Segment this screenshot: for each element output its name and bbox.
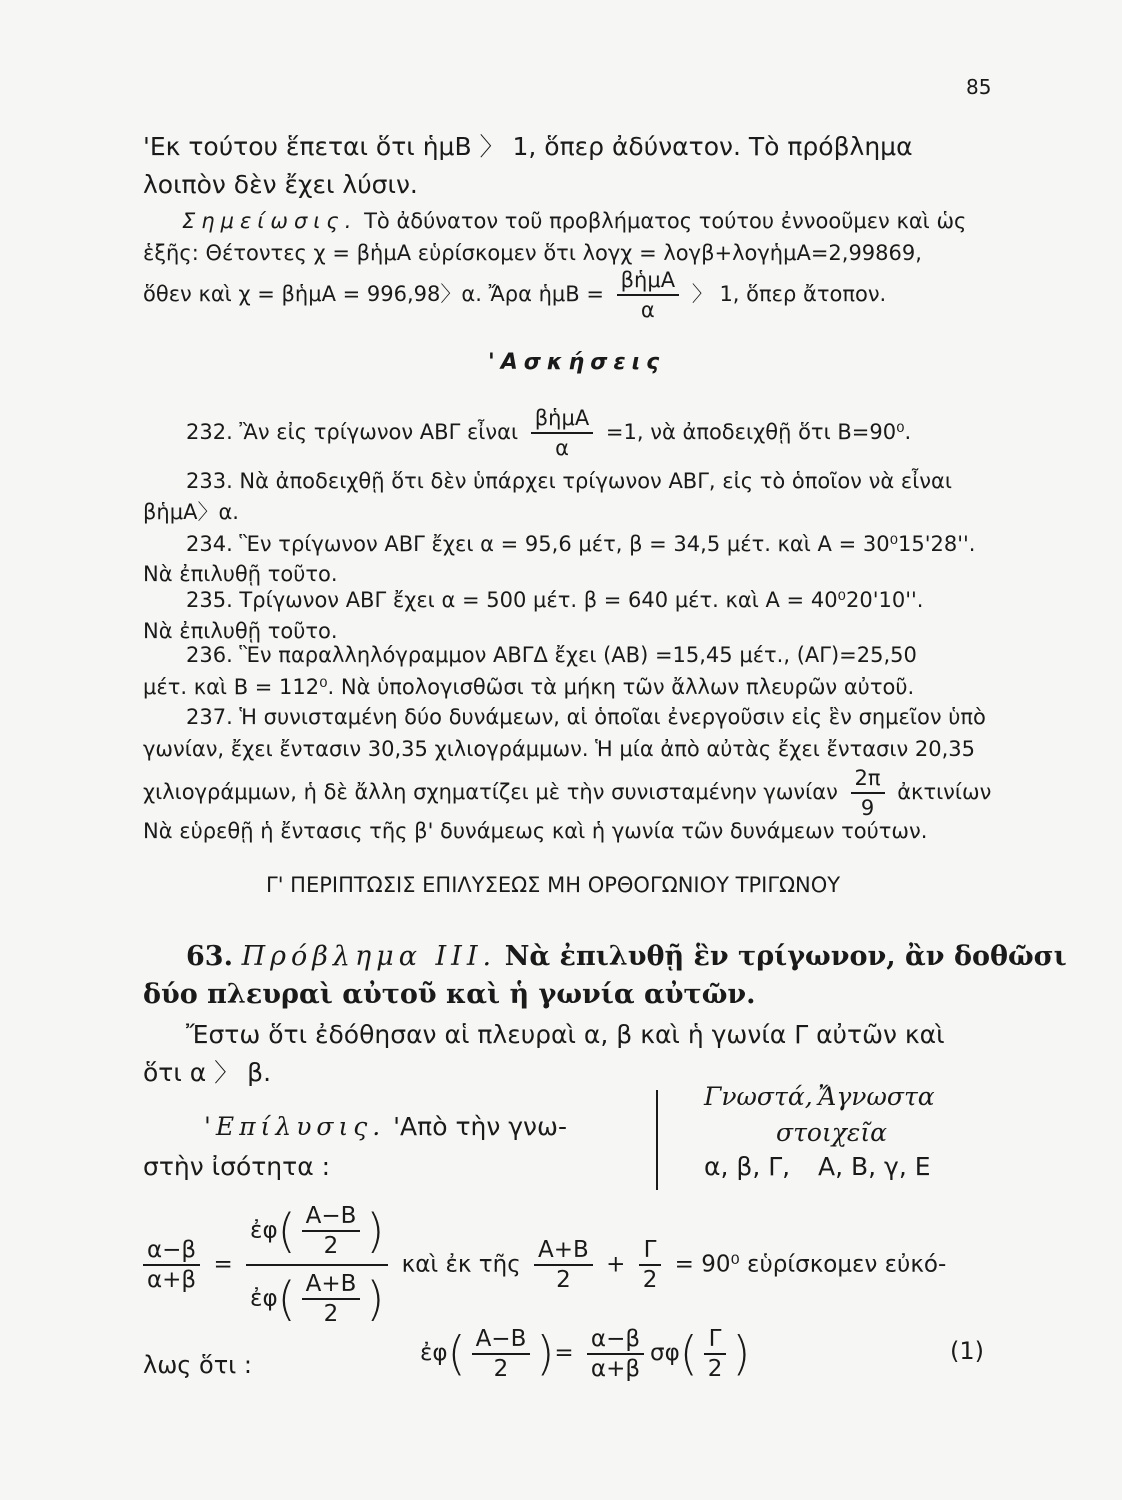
fraction-denominator: α+β: [590, 1355, 641, 1382]
fraction-denominator: 2: [707, 1355, 723, 1382]
note-text: 〉 1, ὅπερ ἄτοπον.: [691, 282, 887, 306]
fraction: [143, 1236, 200, 1294]
equation-text: καὶ ἐκ τῆς: [401, 1251, 521, 1278]
note-text: Τὸ ἀδύνατον τοῦ προβλήματος τούτου ἐννοοῦμεν καὶ ὡς: [364, 209, 967, 233]
equals-sign: =: [554, 1340, 574, 1366]
fraction-numerator: α−β: [587, 1325, 644, 1355]
table-header-known: Γνωστά,: [704, 1082, 813, 1111]
exercise-234-cont: Νὰ ἐπιλυθῇ τοῦτο.: [143, 562, 338, 586]
solution-line: [204, 1112, 567, 1142]
exercise-235: 235. Τρίγωνον ΑΒΓ ἔχει α = 500 μέτ. β = 640 μέτ. καὶ Α = 40⁰20'10''.: [186, 588, 924, 612]
equals-sign: =: [213, 1251, 233, 1278]
tan-function: ἐφ: [250, 1217, 278, 1244]
exercise-text: 232. Ἂν εἰς τρίγωνον ΑΒΓ εἶναι: [186, 420, 519, 444]
table-known-values: α, β, Γ,: [704, 1152, 791, 1181]
table-header-unknown: Ἄγνωστα: [818, 1082, 935, 1111]
problem-number: 63.: [186, 941, 233, 972]
solution-line: στὴν ἰσότητα :: [143, 1152, 331, 1181]
exercise-236: 236. Ἓν παραλληλόγραμμον ΑΒΓΔ ἔχει (ΑΒ) =15,45 μέτ., (ΑΓ)=25,50: [186, 643, 917, 667]
note-text: ὅθεν καὶ χ = βἡμΑ = 996,98〉α. Ἄρα ἡμΒ =: [143, 282, 604, 306]
paren: (: [679, 1326, 698, 1381]
exercise-text: ἀκτινίων: [897, 780, 992, 804]
fraction-numerator: 2π: [851, 764, 885, 794]
fraction-numerator: βἡμΑ: [531, 404, 593, 434]
given-line: Ἔστω ὅτι ἐδόθησαν αἱ πλευραὶ α, β καὶ ἡ γωνία Γ αὐτῶν καὶ: [186, 1020, 945, 1049]
note-line: ἑξῆς: Θέτοντες χ = βἡμΑ εὑρίσκομεν ὅτι λογχ = λογβ+λογἡμΑ=2,99869,: [143, 241, 922, 265]
equation-lead: λως ὅτι :: [143, 1351, 252, 1379]
fraction-denominator: 2: [642, 1267, 658, 1293]
exercise-237-cont: γωνίαν, ἔχει ἔντασιν 30,35 χιλιογράμμων. Ἡ μία ἀπὸ αὐτὰς ἔχει ἔντασιν 20,35: [143, 737, 975, 761]
table-unknown-values: Α, Β, γ, Ε: [818, 1152, 931, 1181]
section-heading: Γ' ΠΕΡΙΠΤΩΣΙΣ ΕΠΙΛΥΣΕΩΣ ΜΗ ΟΡΘΟΓΩΝΙΟΥ ΤΡΙΓΩΝΟΥ: [266, 873, 841, 897]
exercises-heading: 'Ασκήσεις: [488, 350, 666, 375]
table-header-elements: στοιχεῖα: [776, 1118, 887, 1147]
tan-function: ἐφ: [250, 1285, 278, 1312]
fraction-numerator: Α−Β: [302, 1202, 361, 1232]
fraction-numerator: Α+Β: [534, 1236, 593, 1266]
paren: ): [536, 1326, 555, 1381]
exercise-text: χιλιογράμμων, ἡ δὲ ἄλλη σχηματίζει μὲ τὴν συνισταμένην γωνίαν: [143, 780, 838, 804]
cot-function: σφ: [650, 1340, 680, 1366]
paren: (: [277, 1272, 296, 1326]
note-line: [182, 206, 966, 236]
paren: ): [366, 1272, 385, 1326]
equation-1: [420, 1318, 750, 1388]
fraction-numerator: Α−Β: [472, 1325, 531, 1355]
fraction-denominator: 2: [323, 1301, 339, 1327]
fraction: [246, 1202, 388, 1328]
fraction: [617, 266, 679, 324]
problem-statement-cont: δύο πλευραὶ αὐτοῦ καὶ ἡ γωνία αὐτῶν.: [143, 979, 756, 1010]
exercise-237: 237. Ἡ συνισταμένη δύο δυνάμεων, αἱ ὁποῖαι ἐνεργοῦσιν εἰς ἓν σημεῖον ὑπὸ: [186, 705, 986, 729]
exercise-text: =1, νὰ ἀποδειχθῇ ὅτι Β=90⁰.: [605, 420, 912, 444]
fraction-numerator: Γ: [639, 1236, 662, 1266]
equation-main: [143, 1202, 947, 1327]
page-number: 85: [966, 75, 992, 99]
fraction-denominator: α: [640, 298, 655, 322]
equation-text: = 90⁰ εὑρίσκομεν εὐκό-: [674, 1251, 947, 1278]
solution-text: 'Απὸ τὴν γνω-: [393, 1112, 567, 1141]
fraction: [534, 1236, 593, 1294]
exercise-237-cont: [143, 764, 991, 822]
solution-label: 'Επίλυσις.: [204, 1112, 386, 1141]
fraction-denominator: 9: [860, 796, 875, 820]
note-label: Σημείωσις.: [182, 209, 358, 233]
fraction-denominator: 2: [556, 1267, 571, 1293]
plus-sign: +: [606, 1251, 626, 1278]
fraction-denominator: α: [555, 436, 569, 460]
paren: (: [447, 1326, 466, 1381]
paren: ): [732, 1326, 751, 1381]
fraction: [704, 1325, 727, 1383]
exercise-234: 234. Ἓν τρίγωνον ΑΒΓ ἔχει α = 95,6 μέτ, β = 34,5 μέτ. καὶ Α = 30⁰15'28''.: [186, 532, 976, 556]
paragraph-line: 'Εκ τούτου ἕπεται ὅτι ἡμΒ 〉 1, ὅπερ ἀδύνατον. Τὸ πρόβλημα: [143, 132, 913, 161]
exercise-235-cont: Νὰ ἐπιλυθῇ τοῦτο.: [143, 619, 338, 643]
exercise-233: 233. Νὰ ἀποδειχθῇ ὅτι δὲν ὑπάρχει τρίγωνον ΑΒΓ, εἰς τὸ ὁποῖον νὰ εἶναι: [186, 469, 952, 493]
exercise-237-cont: Νὰ εὑρεθῇ ἡ ἔντασις τῆς β' δυνάμεως καὶ ἡ γωνία τῶν δυνάμεων τούτων.: [143, 819, 928, 843]
fraction-numerator: Α+Β: [302, 1270, 361, 1300]
paragraph-line: λοιπὸν δὲν ἔχει λύσιν.: [143, 170, 418, 199]
equation-label: (1): [950, 1337, 984, 1365]
problem-title: [186, 942, 1067, 972]
exercise-232: [186, 404, 911, 462]
fraction: [472, 1325, 531, 1383]
fraction-denominator: 2: [323, 1233, 339, 1259]
fraction-numerator: [246, 1202, 388, 1266]
fraction: [302, 1270, 361, 1328]
fraction-numerator: βἡμΑ: [617, 266, 679, 296]
fraction: [851, 764, 885, 822]
paren: ): [366, 1204, 385, 1258]
fraction: [531, 404, 593, 462]
tan-function: ἐφ: [420, 1340, 448, 1366]
fraction-denominator: α+β: [147, 1267, 197, 1293]
note-line: [143, 266, 886, 324]
fraction: [587, 1325, 644, 1383]
exercise-233-cont: βἡμΑ〉α.: [143, 500, 239, 524]
problem-statement: Νὰ ἐπιλυθῇ ἓν τρίγωνον, ἂν δοθῶσι: [504, 941, 1067, 972]
fraction-denominator: 2: [493, 1355, 509, 1382]
fraction-numerator: Γ: [704, 1325, 727, 1355]
fraction: [302, 1202, 361, 1260]
exercise-236-cont: μέτ. καὶ Β = 112⁰. Νὰ ὑπολογισθῶσι τὰ μήκη τῶν ἄλλων πλευρῶν αὐτοῦ.: [143, 675, 915, 699]
problem-label: Πρόβλημα ΙΙΙ.: [241, 941, 497, 972]
given-line: ὅτι α 〉 β.: [143, 1058, 272, 1087]
fraction-denominator: [246, 1266, 388, 1328]
table-divider: [656, 1090, 658, 1190]
fraction-numerator: α−β: [143, 1236, 200, 1266]
paren: (: [277, 1204, 296, 1258]
fraction: [639, 1236, 662, 1294]
